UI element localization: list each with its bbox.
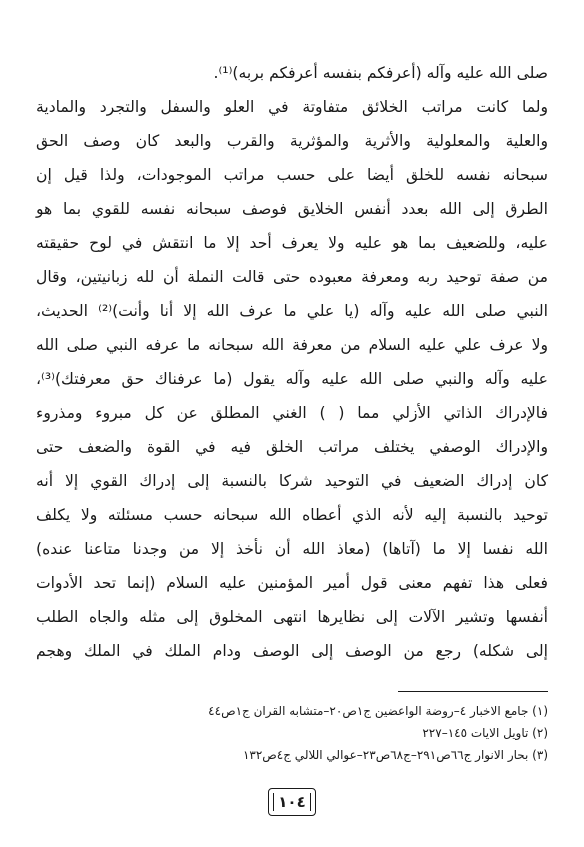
text-line: كان إدراك الضعيف في التوحيد شركا بالنسبة إلى إدراك القوي إلا أنه: [36, 472, 548, 490]
text-line: ولا عرف علي عليه السلام من معرفة الله سبحانه ما عرفه النبي صلى الله: [36, 336, 548, 354]
footnote-3: (٣) بحار الانوار ج٦٦ص٢٩١–ج٦٨ص٢٣–عوالي اللالي ج٤ص١٣٢: [242, 748, 548, 762]
text-line: توحيد بالنسبة إليه لأنه الذي أعطاه الله سبحانه حسب مسئلته ولا يكلف: [36, 506, 548, 524]
text-line: فالإدراك الذاتي الأزلي مما ( ) الغني المطلق عن كل مبروء ومذروء: [36, 404, 548, 422]
page-number: ١٠٤: [278, 793, 306, 811]
text-line: والإدراك الوصفي يختلف مراتب الخلق فيه في القوة والضعف حتى: [36, 438, 548, 456]
text-line: النبي صلى الله عليه وآله (يا علي ما عرف الله إلا أنا وأنت)⁽²⁾ الحديث،: [36, 302, 548, 320]
text-line: عليه وآله والنبي صلى الله عليه وآله يقول (ما عرفناك حق معرفتك)⁽³⁾،: [36, 370, 548, 388]
page-number-frame: [268, 788, 316, 816]
text-line: صلى الله عليه وآله (أعرفكم بنفسه أعرفكم بربه)⁽¹⁾.: [213, 64, 548, 82]
text-line: أنفسها وتشير الآلات إلى نظايرها انتهى المخلوق إلى مثله والجاه الطلب: [36, 608, 548, 626]
footnotes: [36, 700, 548, 766]
footnote-1: (١) جامع الاخبار ٤–روضة الواعضين ج١ص٢٠–متشابه القران ج١ص٤٤: [208, 704, 548, 718]
text-line: إلى شكله) رجع من الوصف إلى الوصف ودام الملك في الملك وهجم: [36, 642, 548, 660]
text-line: عليه، وللضعيف بما هو عليه ولا يعرف أحد إلا ما انتقش في لوح حقيقته: [36, 234, 548, 252]
main-text: [36, 56, 548, 668]
text-line: من صفة توحيد ربه ومعرفة معبوده حتى قالت النملة أن لله زبانيتين، وقال: [36, 268, 548, 286]
footnote-separator: [398, 691, 548, 692]
text-line: سبحانه نفسه للخلق أيضا على حسب مراتب الموجودات، ولذا قيل إن: [36, 166, 548, 184]
text-line: الله نفسا إلا ما (آتاها) (معاذ الله أن نأخذ إلا من وجدنا متاعنا عنده): [36, 540, 548, 558]
text-line: والعلية والمعلولية والأثرية والمؤثرية والقرب والبعد كان وصف الحق: [36, 132, 548, 150]
text-line: فعلى هذا تفهم معنى قول أمير المؤمنين عليه السلام (إنما تحد الأدوات: [36, 574, 548, 592]
text-line: الطرق إلى الله بعدد أنفس الخلايق فوصف سبحانه نفسه للقوي بما هو: [36, 200, 548, 218]
text-line: ولما كانت مراتب الخلائق متفاوتة في العلو والسفل والتجرد والمادية: [36, 98, 548, 116]
footnote-2: (٢) تاويل الايات ١٤٥–٢٢٧: [422, 726, 548, 740]
